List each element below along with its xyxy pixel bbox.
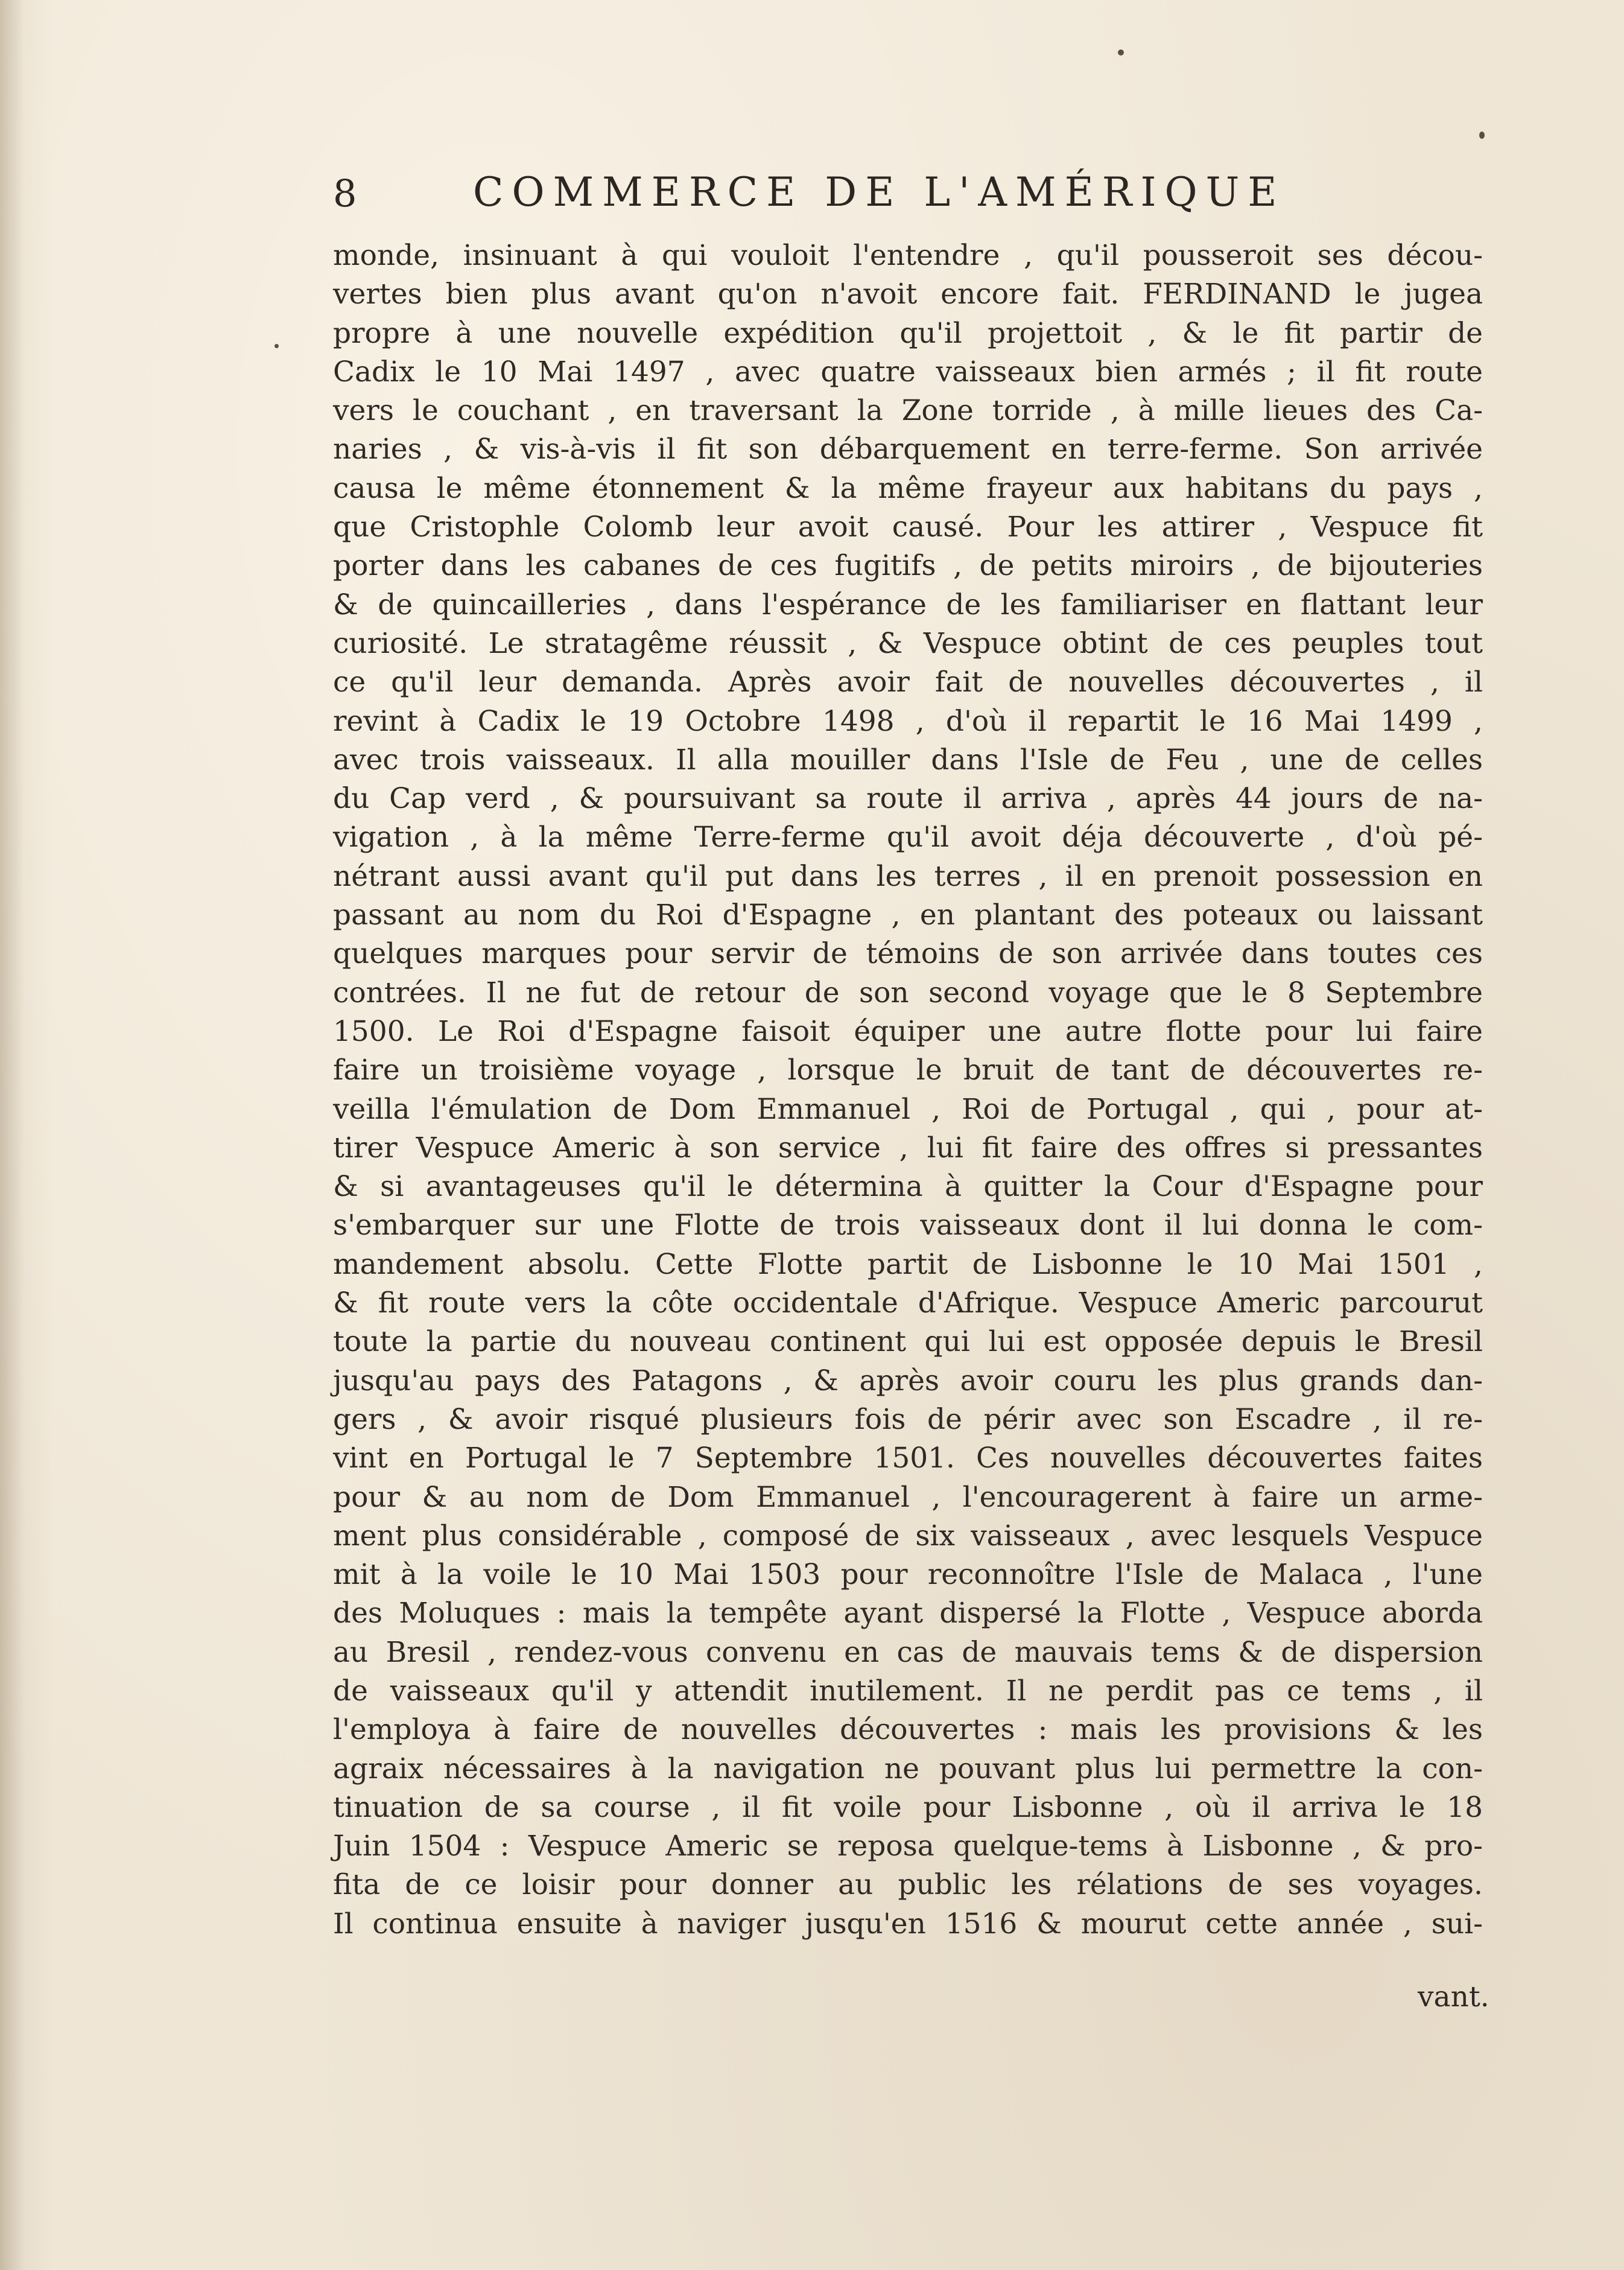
- text-line: & de quincailleries , dans l'espérance de les familiariser en flattant leur: [333, 588, 1483, 622]
- text-line: causa le même étonnement & la même frayeur aux habitans du pays ,: [333, 471, 1483, 505]
- text-line: Cadix le 10 Mai 1497 , avec quatre vaisseaux bien armés ; il fit route: [333, 355, 1483, 389]
- text-line: monde, insinuant à qui vouloit l'entendre , qu'il pousseroit ses décou-: [333, 239, 1483, 272]
- text-line: curiosité. Le stratagême réussit , & Vespuce obtint de ces peuples tout: [333, 626, 1483, 660]
- body-text: [333, 237, 1483, 1944]
- text-line: faire un troisième voyage , lorsque le bruit de tant de découvertes re-: [333, 1054, 1483, 1087]
- text-line: veilla l'émulation de Dom Emmanuel , Roi de Portugal , qui , pour at-: [333, 1092, 1483, 1126]
- text-line: toute la partie du nouveau continent qui lui est opposée depuis le Bresil: [333, 1325, 1483, 1359]
- catchword: vant.: [1418, 1980, 1489, 2014]
- text-line: pour & au nom de Dom Emmanuel , l'encouragerent à faire un arme-: [333, 1480, 1483, 1514]
- text-line: vint en Portugal le 7 Septembre 1501. Ces nouvelles découvertes faites: [333, 1442, 1483, 1475]
- text-line: fita de ce loisir pour donner au public les rélations de ses voyages.: [333, 1868, 1483, 1902]
- text-line: porter dans les cabanes de ces fugitifs , de petits miroirs , de bijouteries: [333, 549, 1483, 583]
- text-line: jusqu'au pays des Patagons , & après avoir couru les plus grands dan-: [333, 1364, 1483, 1397]
- text-line: tinuation de sa course , il fit voile pour Lisbonne , où il arriva le 18: [333, 1790, 1483, 1824]
- text-line: Juin 1504 : Vespuce Americ se reposa quelque-tems à Lisbonne , & pro-: [333, 1830, 1483, 1863]
- page-number: 8: [333, 171, 357, 215]
- ink-speck: [1479, 132, 1485, 139]
- ink-speck: [274, 344, 279, 348]
- text-line: vigation , à la même Terre-ferme qu'il avoit déja découverte , d'où pé-: [333, 821, 1483, 854]
- text-line: ment plus considérable , composé de six vaisseaux , avec lesquels Vespuce: [333, 1519, 1483, 1553]
- text-line: revint à Cadix le 19 Octobre 1498 , d'où il repartit le 16 Mai 1499 ,: [333, 704, 1483, 738]
- text-line: des Moluques : mais la tempête ayant dispersé la Flotte , Vespuce aborda: [333, 1597, 1483, 1630]
- text-line: contrées. Il ne fut de retour de son second voyage que le 8 Septembre: [333, 976, 1483, 1009]
- text-line: vers le couchant , en traversant la Zone torride , à mille lieues des Ca-: [333, 394, 1483, 428]
- text-line: nétrant aussi avant qu'il put dans les terres , il en prenoit possession en: [333, 859, 1483, 893]
- text-line: s'embarquer sur une Flotte de trois vaisseaux dont il lui donna le com-: [333, 1209, 1483, 1242]
- text-line: tirer Vespuce Americ à son service , lui fit faire des offres si pressantes: [333, 1131, 1483, 1165]
- text-line: passant au nom du Roi d'Espagne , en plantant des poteaux ou laissant: [333, 898, 1483, 932]
- text-line: l'employa à faire de nouvelles découvertes : mais les provisions & les: [333, 1713, 1483, 1747]
- page-edge-shadow: [0, 0, 24, 2270]
- text-line: de vaisseaux qu'il y attendit inutilement. Il ne perdit pas ce tems , il: [333, 1674, 1483, 1708]
- text-line: quelques marques pour servir de témoins de son arrivée dans toutes ces: [333, 937, 1483, 971]
- text-line: gers , & avoir risqué plusieurs fois de périr avec son Escadre , il re-: [333, 1402, 1483, 1436]
- text-line: au Bresil , rendez-vous convenu en cas de mauvais tems & de dispersion: [333, 1635, 1483, 1669]
- running-head: COMMERCE DE L'AMÉRIQUE: [473, 169, 1286, 215]
- text-line: mandement absolu. Cette Flotte partit de Lisbonne le 10 Mai 1501 ,: [333, 1247, 1483, 1281]
- page-header: [333, 169, 1328, 217]
- text-line: vertes bien plus avant qu'on n'avoit encore fait. FERDINAND le jugea: [333, 278, 1483, 311]
- text-line: avec trois vaisseaux. Il alla mouiller dans l'Isle de Feu , une de celles: [333, 743, 1483, 777]
- text-line: naries , & vis-à-vis il fit son débarquement en terre-ferme. Son arrivée: [333, 433, 1483, 466]
- text-line: propre à une nouvelle expédition qu'il projettoit , & le fit partir de: [333, 316, 1483, 350]
- text-line: & fit route vers la côte occidentale d'Afrique. Vespuce Americ parcourut: [333, 1286, 1483, 1320]
- text-line: mit à la voile le 10 Mai 1503 pour reconnoître l'Isle de Malaca , l'une: [333, 1558, 1483, 1592]
- text-line: 1500. Le Roi d'Espagne faisoit équiper une autre flotte pour lui faire: [333, 1014, 1483, 1048]
- text-line: que Cristophle Colomb leur avoit causé. Pour les attirer , Vespuce fit: [333, 510, 1483, 544]
- text-line: ce qu'il leur demanda. Après avoir fait de nouvelles découvertes , il: [333, 666, 1483, 699]
- text-line: & si avantageuses qu'il le détermina à quitter la Cour d'Espagne pour: [333, 1170, 1483, 1204]
- text-line: Il continua ensuite à naviger jusqu'en 1516 & mourut cette année , sui-: [333, 1907, 1483, 1941]
- text-line: agraix nécessaires à la navigation ne pouvant plus lui permettre la con-: [333, 1752, 1483, 1785]
- text-line: du Cap verd , & poursuivant sa route il arriva , après 44 jours de na-: [333, 782, 1483, 816]
- ink-speck: [1118, 49, 1124, 56]
